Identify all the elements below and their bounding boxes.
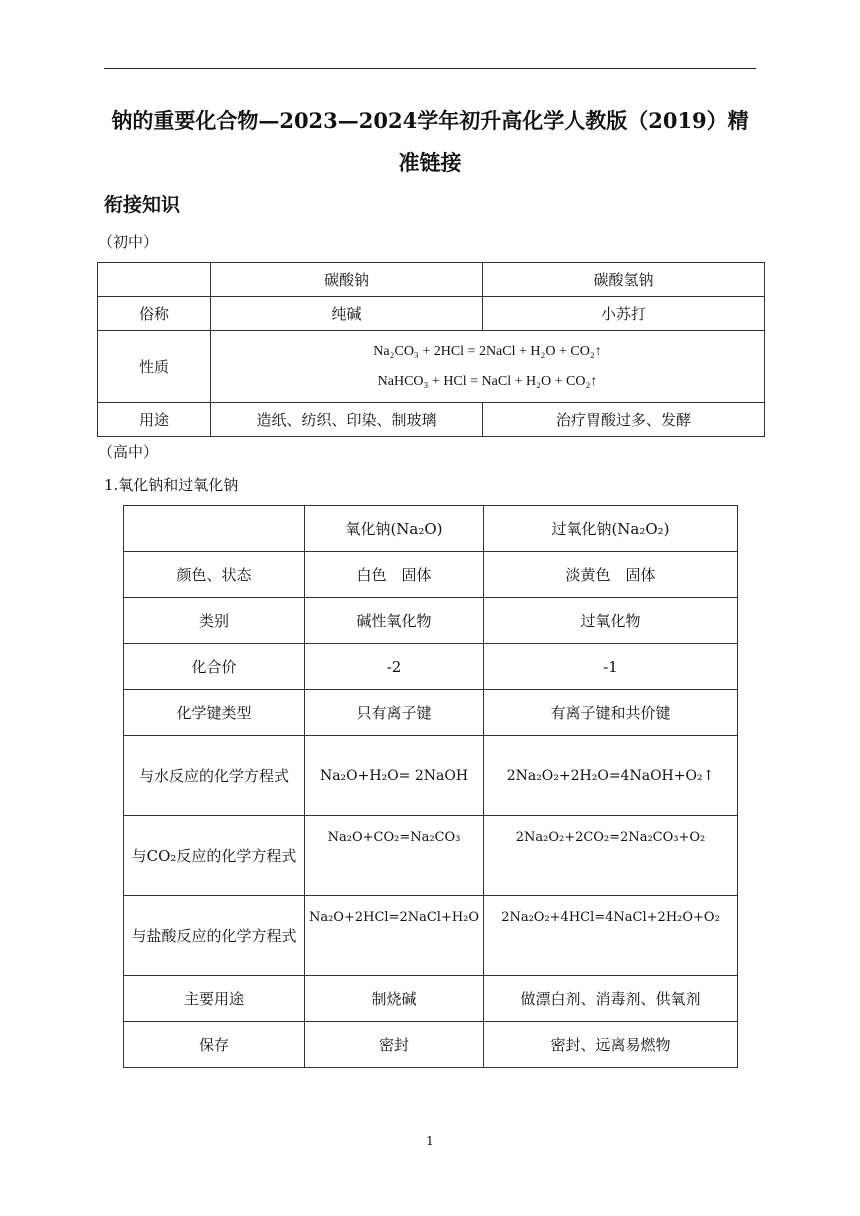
table-cell: -2 xyxy=(305,644,484,690)
table-cell: 造纸、纺织、印染、制玻璃 xyxy=(211,403,483,437)
table-row xyxy=(124,690,738,736)
row-label: 化学键类型 xyxy=(124,690,305,736)
row-label: 颜色、状态 xyxy=(124,552,305,598)
row-label: 俗称 xyxy=(98,297,211,331)
table-row xyxy=(98,403,765,437)
senior-label: （高中） xyxy=(98,443,159,461)
table-cell: 2Na₂O₂+2H₂O=4NaOH+O₂↑ xyxy=(484,736,738,816)
table-row xyxy=(124,552,738,598)
table-cell: 白色 固体 xyxy=(305,552,484,598)
table-row xyxy=(124,644,738,690)
table-row xyxy=(124,598,738,644)
table-row xyxy=(124,1022,738,1068)
table-cell: 小苏打 xyxy=(483,297,765,331)
table-cell: 做漂白剂、消毒剂、供氧剂 xyxy=(484,976,738,1022)
row-label: 与盐酸反应的化学方程式 xyxy=(124,896,305,976)
table-row xyxy=(98,263,765,297)
table-header-cell: 氧化钠(Na₂O) xyxy=(305,506,484,552)
section-heading: 衔接知识 xyxy=(104,194,181,216)
subsection-title: 1.氧化钠和过氧化钠 xyxy=(104,476,239,494)
table-cell: 只有离子键 xyxy=(305,690,484,736)
table-cell: 制烧碱 xyxy=(305,976,484,1022)
table-cell: 密封、远离易燃物 xyxy=(484,1022,738,1068)
table-cell: 纯碱 xyxy=(211,297,483,331)
table-row xyxy=(124,506,738,552)
table-row xyxy=(124,976,738,1022)
table-row xyxy=(98,297,765,331)
document-title: 钠的重要化合物—2023—2024学年初升高化学人教版（2019）精准链接 xyxy=(111,108,749,175)
equation-cell xyxy=(211,331,765,403)
table-cell: 2Na₂O₂+4HCl=4NaCl+2H₂O+O₂ xyxy=(484,896,738,976)
table-cell: 过氧化物 xyxy=(484,598,738,644)
row-label: 与CO₂反应的化学方程式 xyxy=(124,816,305,896)
table-row xyxy=(124,896,738,976)
table-cell: 2Na₂O₂+2CO₂=2Na₂CO₃+O₂ xyxy=(484,816,738,896)
row-label: 用途 xyxy=(98,403,211,437)
header-rule xyxy=(104,68,756,69)
row-label: 类别 xyxy=(124,598,305,644)
equation-sodium-bicarbonate: NaHCO₃ + HCl = NaCl + H₂O + CO₂↑ xyxy=(377,373,598,389)
table-header-cell xyxy=(98,263,211,297)
row-label: 与水反应的化学方程式 xyxy=(124,736,305,816)
row-label: 保存 xyxy=(124,1022,305,1068)
table-cell: Na₂O+2HCl=2NaCl+H₂O xyxy=(305,896,484,976)
row-label: 化合价 xyxy=(124,644,305,690)
equation-sodium-carbonate: Na₂CO₃ + 2HCl = 2NaCl + H₂O + CO₂↑ xyxy=(373,343,602,359)
row-label: 主要用途 xyxy=(124,976,305,1022)
table-row xyxy=(98,331,765,403)
table-cell: 淡黄色 固体 xyxy=(484,552,738,598)
sodium-oxide-peroxide-table xyxy=(123,505,738,1068)
table-cell: 密封 xyxy=(305,1022,484,1068)
table-row xyxy=(124,736,738,816)
table-row xyxy=(124,816,738,896)
page-number: 1 xyxy=(426,1134,434,1148)
table-header-cell: 过氧化钠(Na₂O₂) xyxy=(484,506,738,552)
carbonate-comparison-table xyxy=(97,262,765,437)
junior-label: （初中） xyxy=(98,233,159,251)
table-header-cell: 碳酸氢钠 xyxy=(483,263,765,297)
table-cell: Na₂O+CO₂=Na₂CO₃ xyxy=(305,816,484,896)
row-label: 性质 xyxy=(98,331,211,403)
table-header-cell: 碳酸钠 xyxy=(211,263,483,297)
table-cell: 治疗胃酸过多、发酵 xyxy=(483,403,765,437)
table-cell: 有离子键和共价键 xyxy=(484,690,738,736)
table-cell: Na₂O+H₂O= 2NaOH xyxy=(305,736,484,816)
table-cell: 碱性氧化物 xyxy=(305,598,484,644)
table-header-cell xyxy=(124,506,305,552)
table-cell: -1 xyxy=(484,644,738,690)
